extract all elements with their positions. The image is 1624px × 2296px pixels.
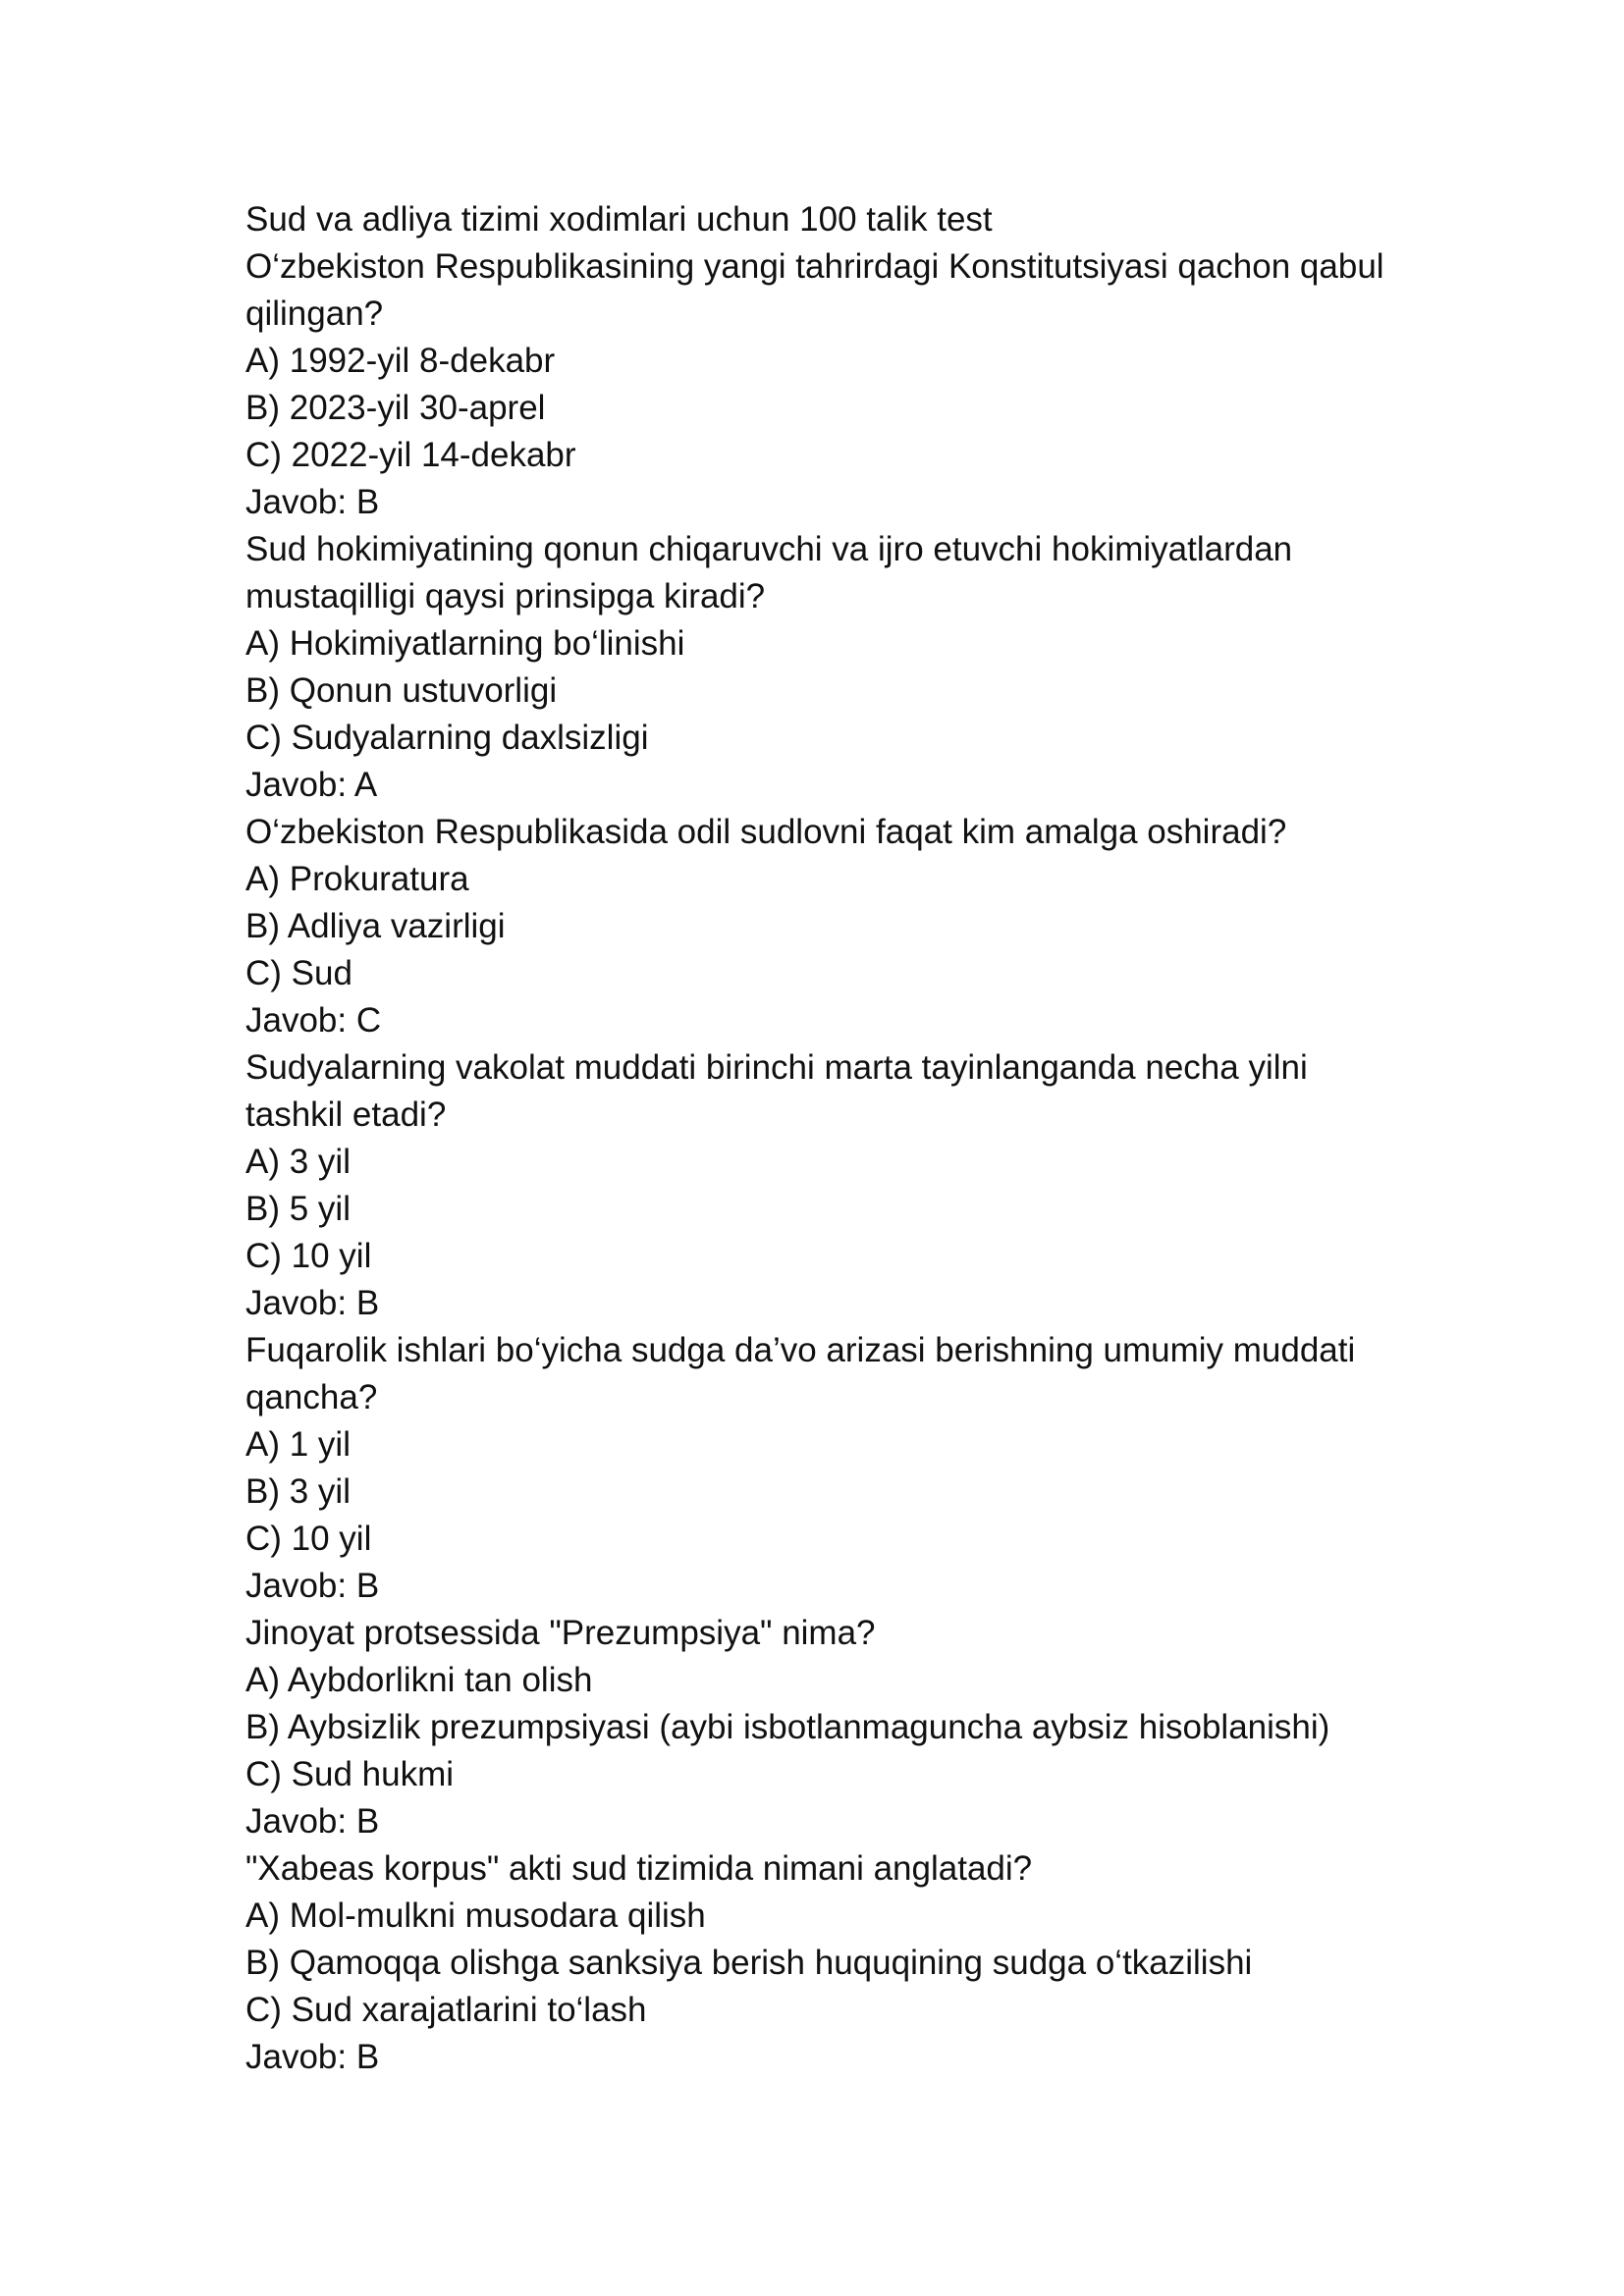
question-block xyxy=(245,1327,1424,1610)
option-c: C) Sudyalarning daxlsizligi xyxy=(245,719,649,757)
question-text: Sudyalarning vakolat muddati birinchi marta tayinlanganda necha yilni tashkil etadi? xyxy=(245,1048,1308,1134)
question-block xyxy=(245,526,1424,809)
question-block xyxy=(245,243,1424,526)
option-c: C) 10 yil xyxy=(245,1237,372,1275)
option-c: C) Sud xyxy=(245,954,352,992)
question-text: O‘zbekiston Respublikasida odil sudlovni faqat kim amalga oshiradi? xyxy=(245,813,1287,851)
question-block xyxy=(245,1044,1424,1327)
option-c: C) Sud hukmi xyxy=(245,1755,455,1793)
answer-line: Javob: A xyxy=(245,766,378,804)
document-title: Sud va adliya tizimi xodimlari uchun 100 talik test xyxy=(245,200,993,239)
option-b: B) Qonun ustuvorligi xyxy=(245,671,558,710)
option-c: C) 10 yil xyxy=(245,1520,372,1558)
option-b: B) Adliya vazirligi xyxy=(245,907,506,945)
option-a: A) Hokimiyatlarning bo‘linishi xyxy=(245,624,685,663)
option-a: A) 1 yil xyxy=(245,1425,351,1464)
answer-line: Javob: C xyxy=(245,1001,382,1040)
answer-line: Javob: B xyxy=(245,1567,380,1605)
option-b: B) 2023-yil 30-aprel xyxy=(245,389,546,427)
answer-line: Javob: B xyxy=(245,1802,380,1841)
answer-line: Javob: B xyxy=(245,2038,380,2076)
option-a: A) 1992-yil 8-dekabr xyxy=(245,342,556,380)
question-text: O‘zbekiston Respublikasining yangi tahrirdagi Konstitutsiyasi qachon qabul qilingan? xyxy=(245,247,1384,333)
option-a: A) 3 yil xyxy=(245,1143,351,1181)
option-b: B) 3 yil xyxy=(245,1472,351,1511)
option-a: A) Prokuratura xyxy=(245,860,469,898)
question-text: Jinoyat protsessida "Prezumpsiya" nima? xyxy=(245,1614,876,1652)
document-body xyxy=(245,196,1424,2081)
question-block xyxy=(245,1845,1424,2081)
option-b: B) Qamoqqa olishga sanksiya berish huquqining sudga o‘tkazilishi xyxy=(245,1944,1253,1982)
option-a: A) Mol-mulkni musodara qilish xyxy=(245,1896,706,1935)
option-b: B) Aybsizlik prezumpsiyasi (aybi isbotlanmaguncha aybsiz hisoblanishi) xyxy=(245,1708,1330,1746)
answer-line: Javob: B xyxy=(245,1284,380,1322)
option-c: C) 2022-yil 14-dekabr xyxy=(245,436,576,474)
option-c: C) Sud xarajatlarini to‘lash xyxy=(245,1991,647,2029)
answer-line: Javob: B xyxy=(245,483,380,521)
question-block xyxy=(245,1610,1424,1845)
question-text: Fuqarolik ishlari bo‘yicha sudga da’vo arizasi berishning umumiy muddati qancha? xyxy=(245,1331,1356,1416)
question-text: Sud hokimiyatining qonun chiqaruvchi va ijro etuvchi hokimiyatlardan mustaqilligi qaysi prinsipga kiradi? xyxy=(245,530,1293,615)
option-a: A) Aybdorlikni tan olish xyxy=(245,1661,593,1699)
option-b: B) 5 yil xyxy=(245,1190,351,1228)
question-block xyxy=(245,809,1424,1044)
question-text: "Xabeas korpus" akti sud tizimida nimani anglatadi? xyxy=(245,1849,1033,1888)
